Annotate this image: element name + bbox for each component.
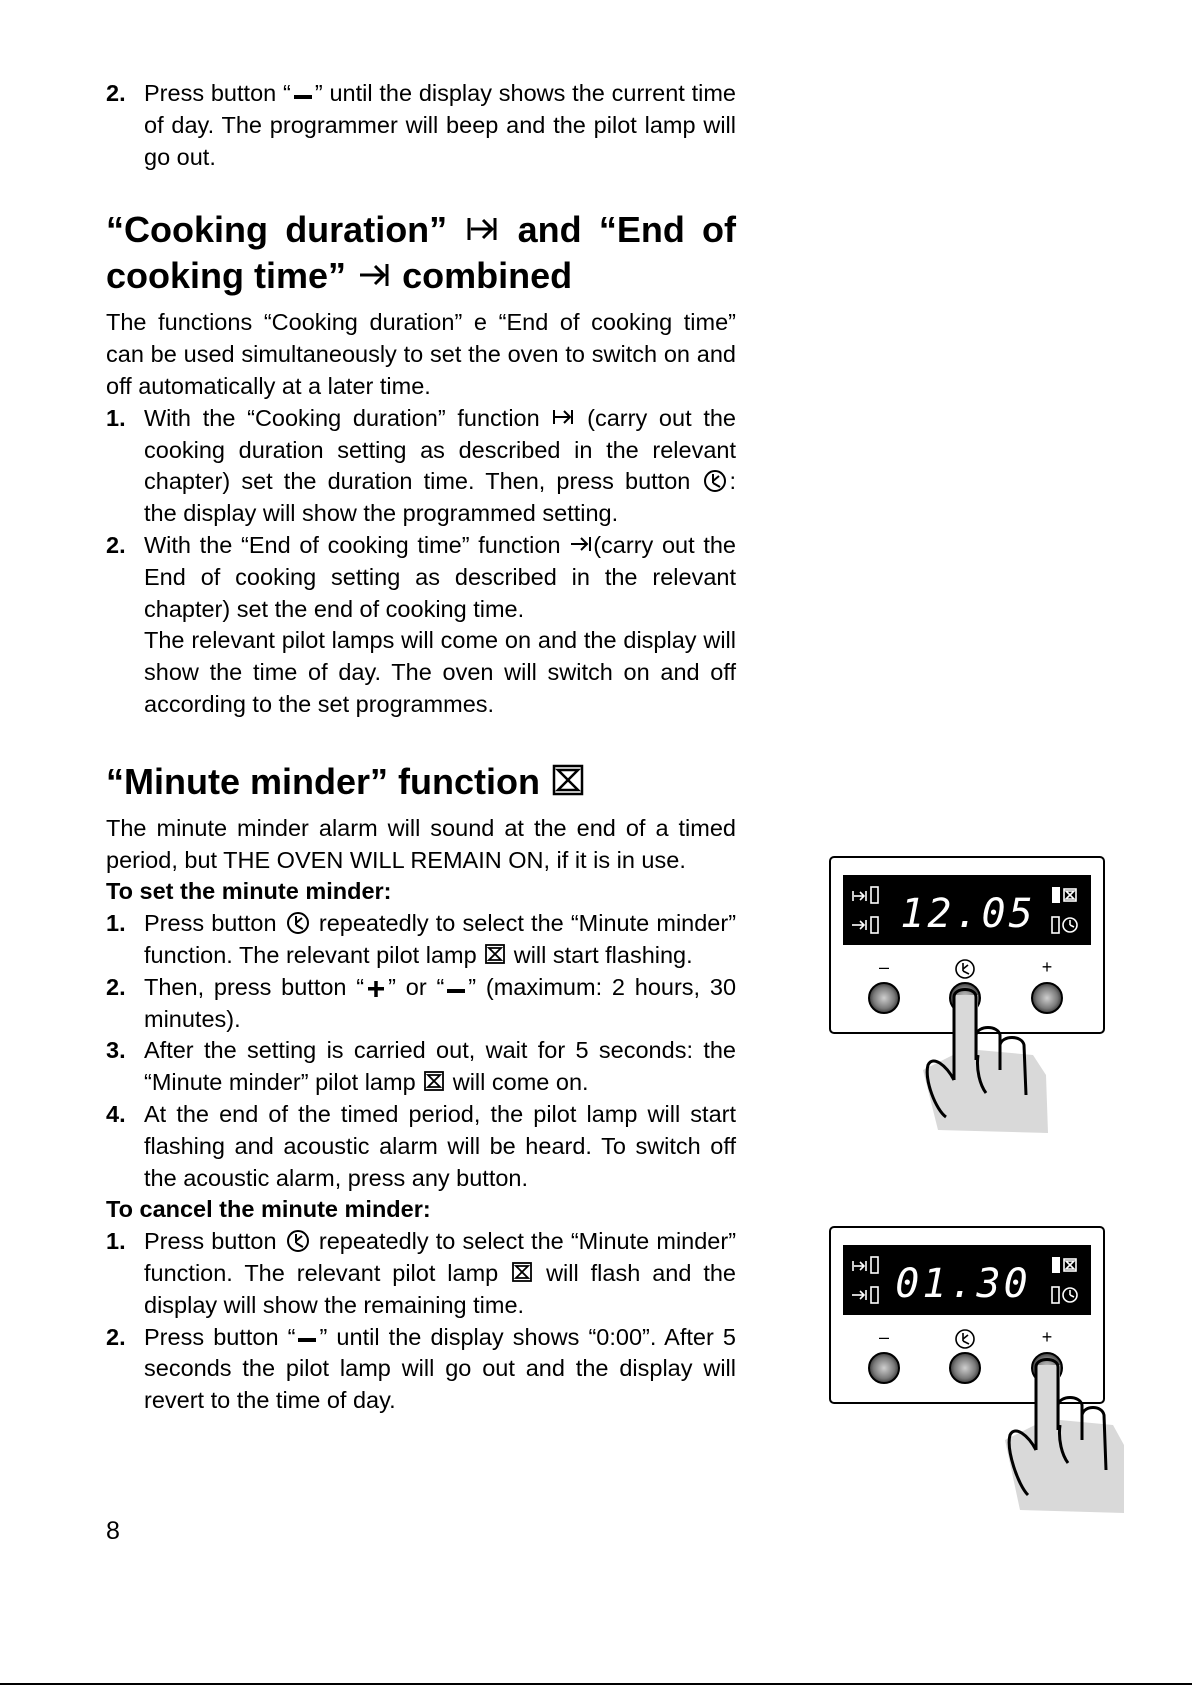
set-step-2: 2. Then, press button “ ” or “ ” (maximum: 2 hours, 30 minutes). bbox=[106, 973, 737, 1032]
section2-intro: The minute minder alarm will sound at the end of a timed period, but THE OVEN WILL REMAIN ON, if it is in use. bbox=[106, 814, 736, 873]
minus-button[interactable] bbox=[869, 983, 899, 1013]
svg-text:+: + bbox=[1041, 1327, 1053, 1347]
hourglass-icon bbox=[484, 943, 506, 965]
page-number: 8 bbox=[106, 1517, 120, 1545]
cancel-step-1: 1. Press button repeatedly to select the “Minute minder” function. The relevant pilot lamp will flash and the display will show the remaining time. bbox=[106, 1228, 737, 1318]
end-of-cooking-icon bbox=[357, 258, 391, 292]
selector-button-icon bbox=[285, 909, 311, 935]
section1-intro: The functions “Cooking duration” e “End of cooking time” can be used simultaneously to set the oven to switch on and off automatically at a later time. bbox=[106, 309, 736, 399]
intro-step-2: 2. Press button “ ” until the display shows the current time of day. The programmer will beep and the pilot lamp will go out. bbox=[106, 78, 736, 173]
minus-button-icon bbox=[292, 81, 314, 103]
selector-button[interactable] bbox=[950, 1353, 980, 1383]
minus-button[interactable] bbox=[869, 1353, 899, 1383]
hourglass-icon bbox=[511, 1261, 533, 1283]
cancel-step-2: 2. Press button “ ” until the display shows “0:00”. After 5 seconds the pilot lamp will go out and the display will revert to the time of day. bbox=[106, 1323, 737, 1414]
cooking-duration-icon bbox=[465, 212, 499, 246]
svg-text:+: + bbox=[1041, 957, 1053, 977]
step-number: 2. bbox=[106, 80, 126, 106]
selector-button-icon bbox=[702, 467, 728, 493]
svg-text:–: – bbox=[878, 957, 890, 977]
section-heading-minute-minder: “Minute minder” function bbox=[106, 759, 736, 805]
cooking-duration-icon bbox=[552, 406, 574, 428]
end-of-cooking-icon bbox=[570, 533, 592, 555]
section1-step-2: 2. With the “End of cooking time” function (carry out the End of cooking setting as described in the relevant chapter) set the end of cooking time. The relevant pilot lamps will come on and the display will show the time of day. The oven will switch on and off according to the set programmes. bbox=[106, 531, 736, 717]
set-step-3: 3. After the setting is carried out, wait for 5 seconds: the “Minute minder” pilot lamp will come on. bbox=[106, 1037, 736, 1096]
control-panel-figure-2 bbox=[828, 1225, 1128, 1515]
cancel-heading: To cancel the minute minder: bbox=[106, 1196, 431, 1223]
selector-button-icon bbox=[285, 1227, 311, 1253]
minus-button-icon bbox=[445, 975, 467, 997]
svg-text:–: – bbox=[878, 1327, 890, 1347]
set-step-4: 4. At the end of the timed period, the pilot lamp will start flashing and acoustic alarm will be heard. To switch off the acoustic alarm, press any button. bbox=[106, 1100, 736, 1191]
control-panel-figure-1 bbox=[828, 855, 1128, 1135]
plus-button-icon bbox=[365, 975, 387, 997]
plus-button[interactable] bbox=[1032, 983, 1062, 1013]
hourglass-icon bbox=[551, 763, 585, 797]
timer-display: 12.05 bbox=[900, 891, 1036, 937]
section1-step-1: 1. With the “Cooking duration” function (carry out the cooking duration setting as described in the relevant chapter) set the duration time. Then, press button : the display will show the programmed setting. bbox=[106, 404, 737, 527]
minus-button-icon bbox=[296, 1324, 318, 1346]
section-heading-combined: “Cooking duration” and “End of cooking time” combined bbox=[106, 209, 736, 297]
hourglass-icon bbox=[423, 1070, 445, 1092]
set-step-1: 1. Press button repeatedly to select the “Minute minder” function. The relevant pilot lamp will start flashing. bbox=[106, 910, 737, 968]
main-column bbox=[106, 78, 736, 1417]
timer-display: 01.30 bbox=[895, 1261, 1031, 1307]
set-heading: To set the minute minder: bbox=[106, 878, 392, 905]
